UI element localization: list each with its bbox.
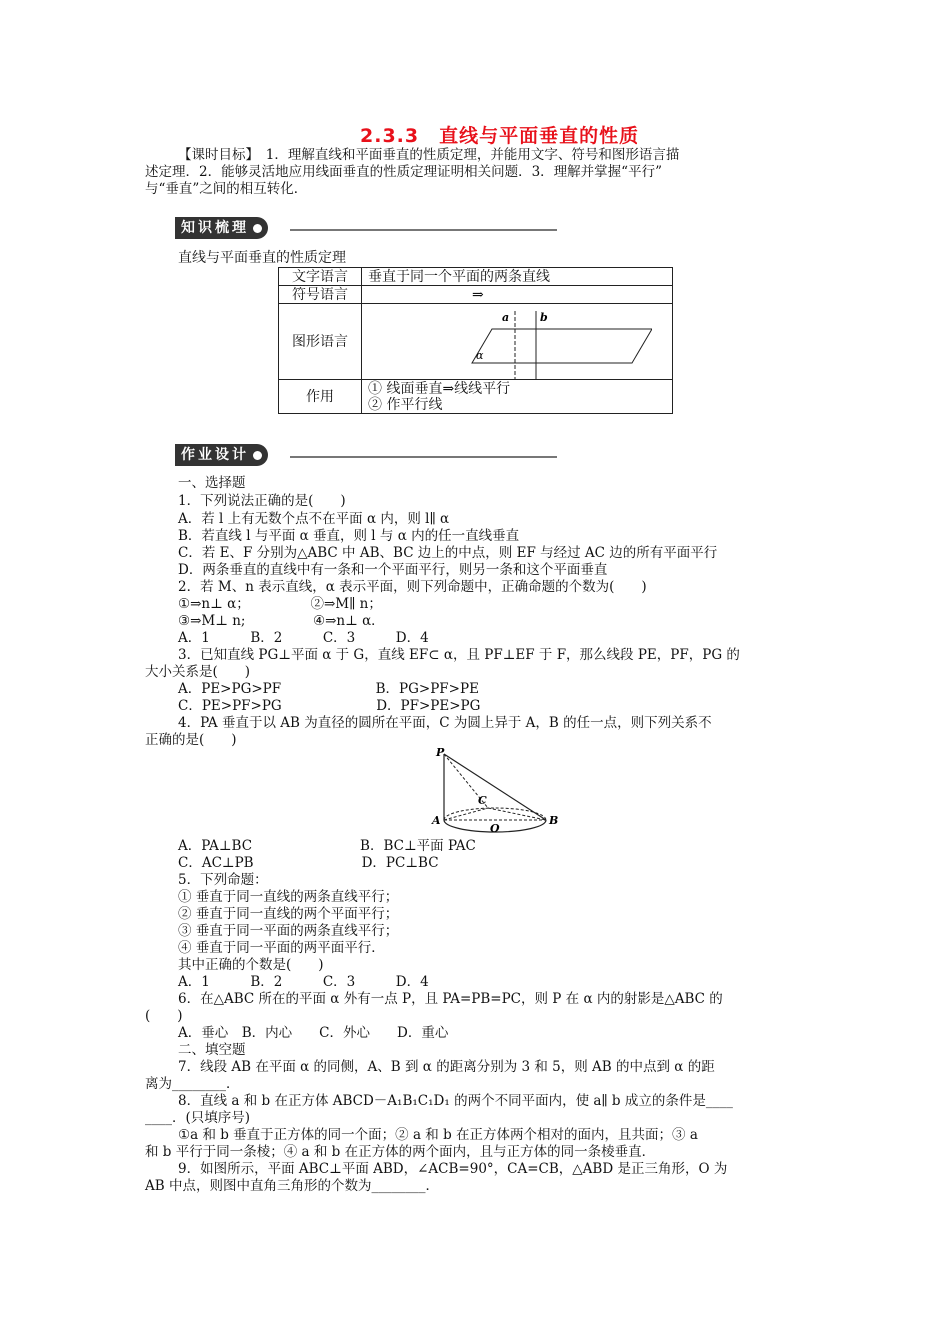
line: 其中正确的个数是( ) bbox=[178, 957, 324, 973]
section-divider bbox=[290, 229, 557, 231]
line: 6．在△ABC 所在的平面 α 外有一点 P，且 PA=PB=PC，则 P 在 α 内的射影是△ABC 的 bbox=[178, 991, 723, 1007]
line: C．PE>PF>PG D．PF>PE>PG bbox=[178, 698, 481, 714]
section-homework-label: 作业设计 bbox=[181, 447, 249, 463]
line: ①a 和 b 垂直于正方体的同一个面；② a 和 b 在正方体两个相对的面内，且共面；③ a bbox=[178, 1127, 698, 1143]
line: 7．线段 AB 在平面 α 的同侧，A、B 到 α 的距离分别为 3 和 5，则 AB 的中点到 α 的距 bbox=[178, 1059, 715, 1075]
line: 9．如图所示，平面 ABC⊥平面 ABD，∠ACB=90°，CA=CB，△ABD 是正三角形，O 为 bbox=[178, 1161, 728, 1177]
line: 和 b 平行于同一条棱；④ a 和 b 在正方体的两个面内，且与正方体的同一条棱垂直． bbox=[145, 1144, 656, 1160]
table-label-symbol: 符号语言 bbox=[279, 286, 362, 304]
page-title: 2.3.3 直线与平面垂直的性质 bbox=[360, 125, 640, 147]
theorem-title: 直线与平面垂直的性质定理 bbox=[178, 250, 346, 266]
line: A．垂心 B．内心 C．外心 D．重心 bbox=[178, 1025, 449, 1041]
label-B: B bbox=[549, 814, 559, 827]
line: A．1 B．2 C．3 D．4 bbox=[178, 974, 429, 990]
line: 二、填空题 bbox=[178, 1042, 246, 1058]
line: 离为________． bbox=[145, 1076, 240, 1092]
table-label-use: 作用 bbox=[279, 380, 362, 414]
label-O: O bbox=[490, 822, 500, 835]
line: 4．PA 垂直于以 AB 为直径的圆所在平面，C 为圆上异于 A，B 的任一点，则下列关系不 bbox=[178, 715, 712, 731]
line: AB 中点，则图中直角三角形的个数为________． bbox=[145, 1178, 439, 1194]
table-use-2: ② 作平行线 bbox=[368, 396, 443, 413]
section-divider bbox=[290, 456, 557, 458]
line: ② 垂直于同一直线的两个平面平行； bbox=[178, 906, 399, 922]
line: 大小关系是( ) bbox=[145, 664, 251, 680]
line: 3．已知直线 PG⊥平面 α 于 G，直线 EF⊂ α，且 PF⊥EF 于 F，那么线段 PE，PF，PG 的 bbox=[178, 647, 740, 663]
line: A．PA⊥BC B．BC⊥平面 PAC bbox=[178, 838, 476, 854]
line: ① 垂直于同一直线的两条直线平行； bbox=[178, 889, 399, 905]
table-value-symbol: ⇒ bbox=[362, 286, 673, 304]
table-label-text: 文字语言 bbox=[279, 268, 362, 286]
label-a: a bbox=[502, 311, 510, 324]
table-figure-cell bbox=[362, 304, 673, 380]
label-b: b bbox=[540, 311, 548, 324]
line: ④ 垂直于同一平面的两平面平行． bbox=[178, 940, 385, 956]
table-use-1: ① 线面垂直⇒线线平行 bbox=[368, 380, 511, 397]
line: 5．下列命题： bbox=[178, 872, 268, 888]
line: ( ) bbox=[145, 1008, 183, 1024]
table-value-text: 垂直于同一个平面的两条直线 bbox=[362, 268, 673, 286]
line: A．PE>PG>PF B．PG>PF>PE bbox=[178, 681, 479, 697]
label-P: P bbox=[436, 746, 445, 759]
label-alpha: α bbox=[476, 349, 484, 362]
line: B．若直线 l 与平面 α 垂直，则 l 与 α 内的任一直线垂直 bbox=[178, 528, 520, 544]
line: 2．若 M、n 表示直线，α 表示平面，则下列命题中，正确命题的个数为( ) bbox=[178, 579, 647, 595]
line: D．两条垂直的直线中有一条和一个平面平行，则另一条和这个平面垂直 bbox=[178, 562, 608, 578]
objectives-line-1: 【课时目标】 1．理解直线和平面垂直的性质定理，并能用文字、符号和图形语言描 bbox=[178, 147, 680, 163]
line: 正确的是( ) bbox=[145, 732, 237, 748]
section-homework bbox=[175, 444, 268, 466]
line: 8．直线 a 和 b 在正方体 ABCD－A₁B₁C₁D₁ 的两个不同平面内，使 a∥ b 成立的条件是____ bbox=[178, 1093, 733, 1109]
line: 1．下列说法正确的是( ) bbox=[178, 493, 346, 509]
cone-figure bbox=[428, 744, 568, 836]
line: ③⇒M⊥ n; ④⇒n⊥ α． bbox=[178, 613, 385, 629]
objectives-line-2: 述定理．2．能够灵活地应用线面垂直的性质定理证明相关问题．3．理解并掌握“平行” bbox=[145, 164, 662, 180]
section-knowledge bbox=[175, 217, 268, 239]
line: A．若 l 上有无数个点不在平面 α 内，则 l∥ α bbox=[178, 511, 450, 527]
objectives-line-3: 与“垂直”之间的相互转化． bbox=[145, 181, 308, 197]
line: ____．(只填序号) bbox=[145, 1110, 251, 1126]
table-label-figure: 图形语言 bbox=[279, 304, 362, 380]
label-A: A bbox=[432, 814, 441, 827]
line: C．若 E、F 分别为△ABC 中 AB、BC 边上的中点，则 EF 与经过 AC 边的所有平面平行 bbox=[178, 545, 718, 561]
parallel-lines-figure bbox=[452, 305, 652, 379]
dot-icon bbox=[253, 451, 262, 460]
section-knowledge-label: 知识梳理 bbox=[181, 220, 249, 236]
line: C．AC⊥PB D．PC⊥BC bbox=[178, 855, 439, 871]
line: 一、选择题 bbox=[178, 475, 246, 491]
dot-icon bbox=[253, 224, 262, 233]
line: A．1 B．2 C．3 D．4 bbox=[178, 630, 429, 646]
theorem-table bbox=[278, 267, 673, 414]
line: ①⇒n⊥ α； ②⇒M∥ n； bbox=[178, 596, 382, 612]
line: ③ 垂直于同一平面的两条直线平行； bbox=[178, 923, 399, 939]
label-C: C bbox=[478, 794, 487, 807]
